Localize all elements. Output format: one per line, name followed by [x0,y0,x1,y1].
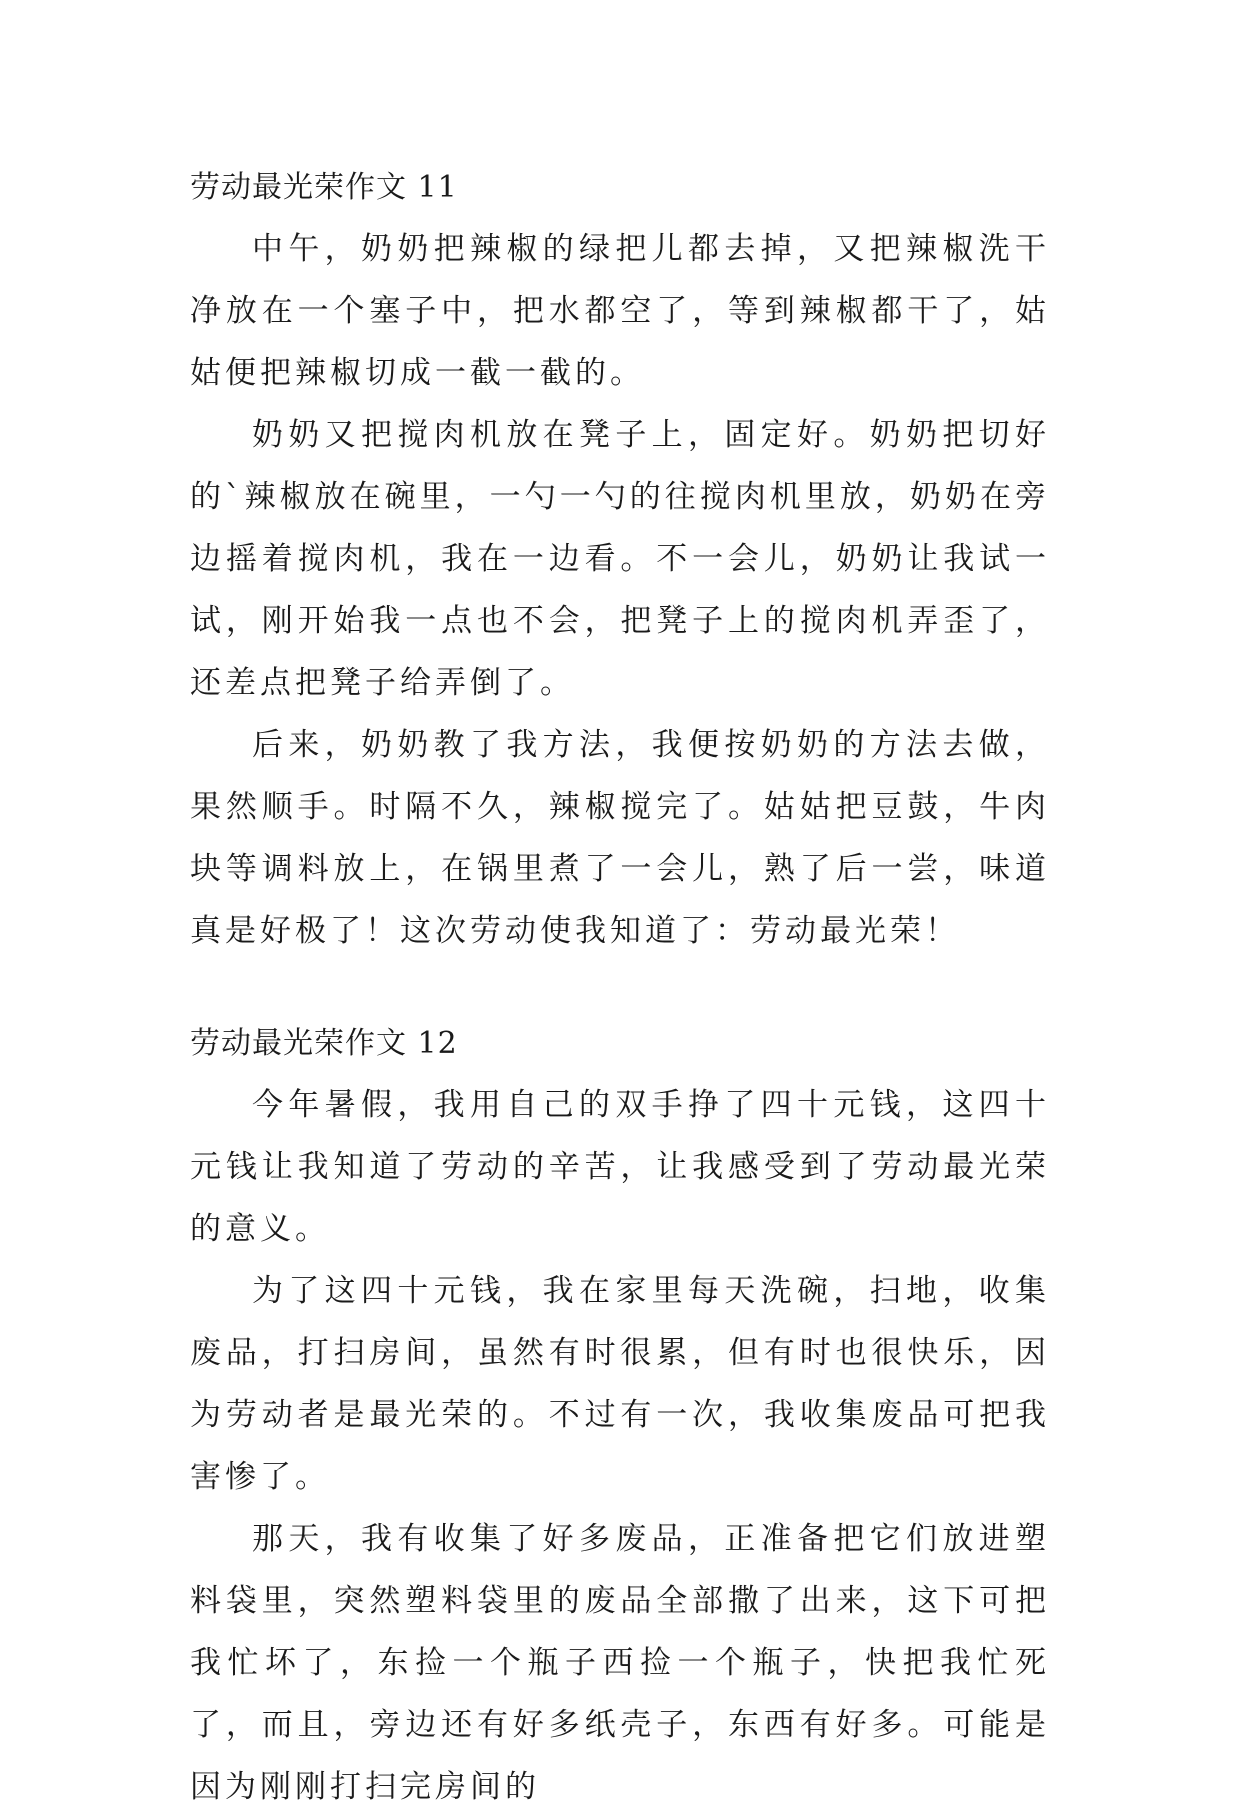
document-page [190,158,1050,1818]
essay-section-12 [190,1014,1050,1818]
section-title: 劳动最光荣作文 11 [190,170,458,205]
essay-section-11 [190,158,1050,962]
section-spacer [190,962,1050,1014]
paragraph: 中午，奶奶把辣椒的绿把儿都去掉，又把辣椒洗干净放在一个塞子中，把水都空了，等到辣椒都干了，姑姑便把辣椒切成一截一截的。 [190,231,1050,391]
paragraph: 为了这四十元钱，我在家里每天洗碗，扫地，收集废品，打扫房间，虽然有时很累，但有时也很快乐，因为劳动者是最光荣的。不过有一次，我收集废品可把我害惨了。 [190,1273,1050,1495]
paragraph: 奶奶又把搅肉机放在凳子上，固定好。奶奶把切好的`辣椒放在碗里，一勺一勺的往搅肉机里放，奶奶在旁边摇着搅肉机，我在一边看。不一会儿，奶奶让我试一试，刚开始我一点也不会，把凳子上的搅肉机弄歪了，还差点把凳子给弄倒了。 [190,417,1050,701]
paragraph: 今年暑假，我用自己的双手挣了四十元钱，这四十元钱让我知道了劳动的辛苦，让我感受到了劳动最光荣的意义。 [190,1087,1050,1247]
paragraph: 那天，我有收集了好多废品，正准备把它们放进塑料袋里，突然塑料袋里的废品全部撒了出来，这下可把我忙坏了，东捡一个瓶子西捡一个瓶子，快把我忙死了，而且，旁边还有好多纸壳子，东西有好多。可能是因为刚刚打扫完房间的 [190,1521,1050,1805]
paragraph: 后来，奶奶教了我方法，我便按奶奶的方法去做，果然顺手。时隔不久，辣椒搅完了。姑姑把豆鼓，牛肉块等调料放上，在锅里煮了一会儿，熟了后一尝，味道真是好极了！这次劳动使我知道了：劳动最光荣！ [190,727,1050,949]
section-title: 劳动最光荣作文 12 [190,1026,458,1061]
